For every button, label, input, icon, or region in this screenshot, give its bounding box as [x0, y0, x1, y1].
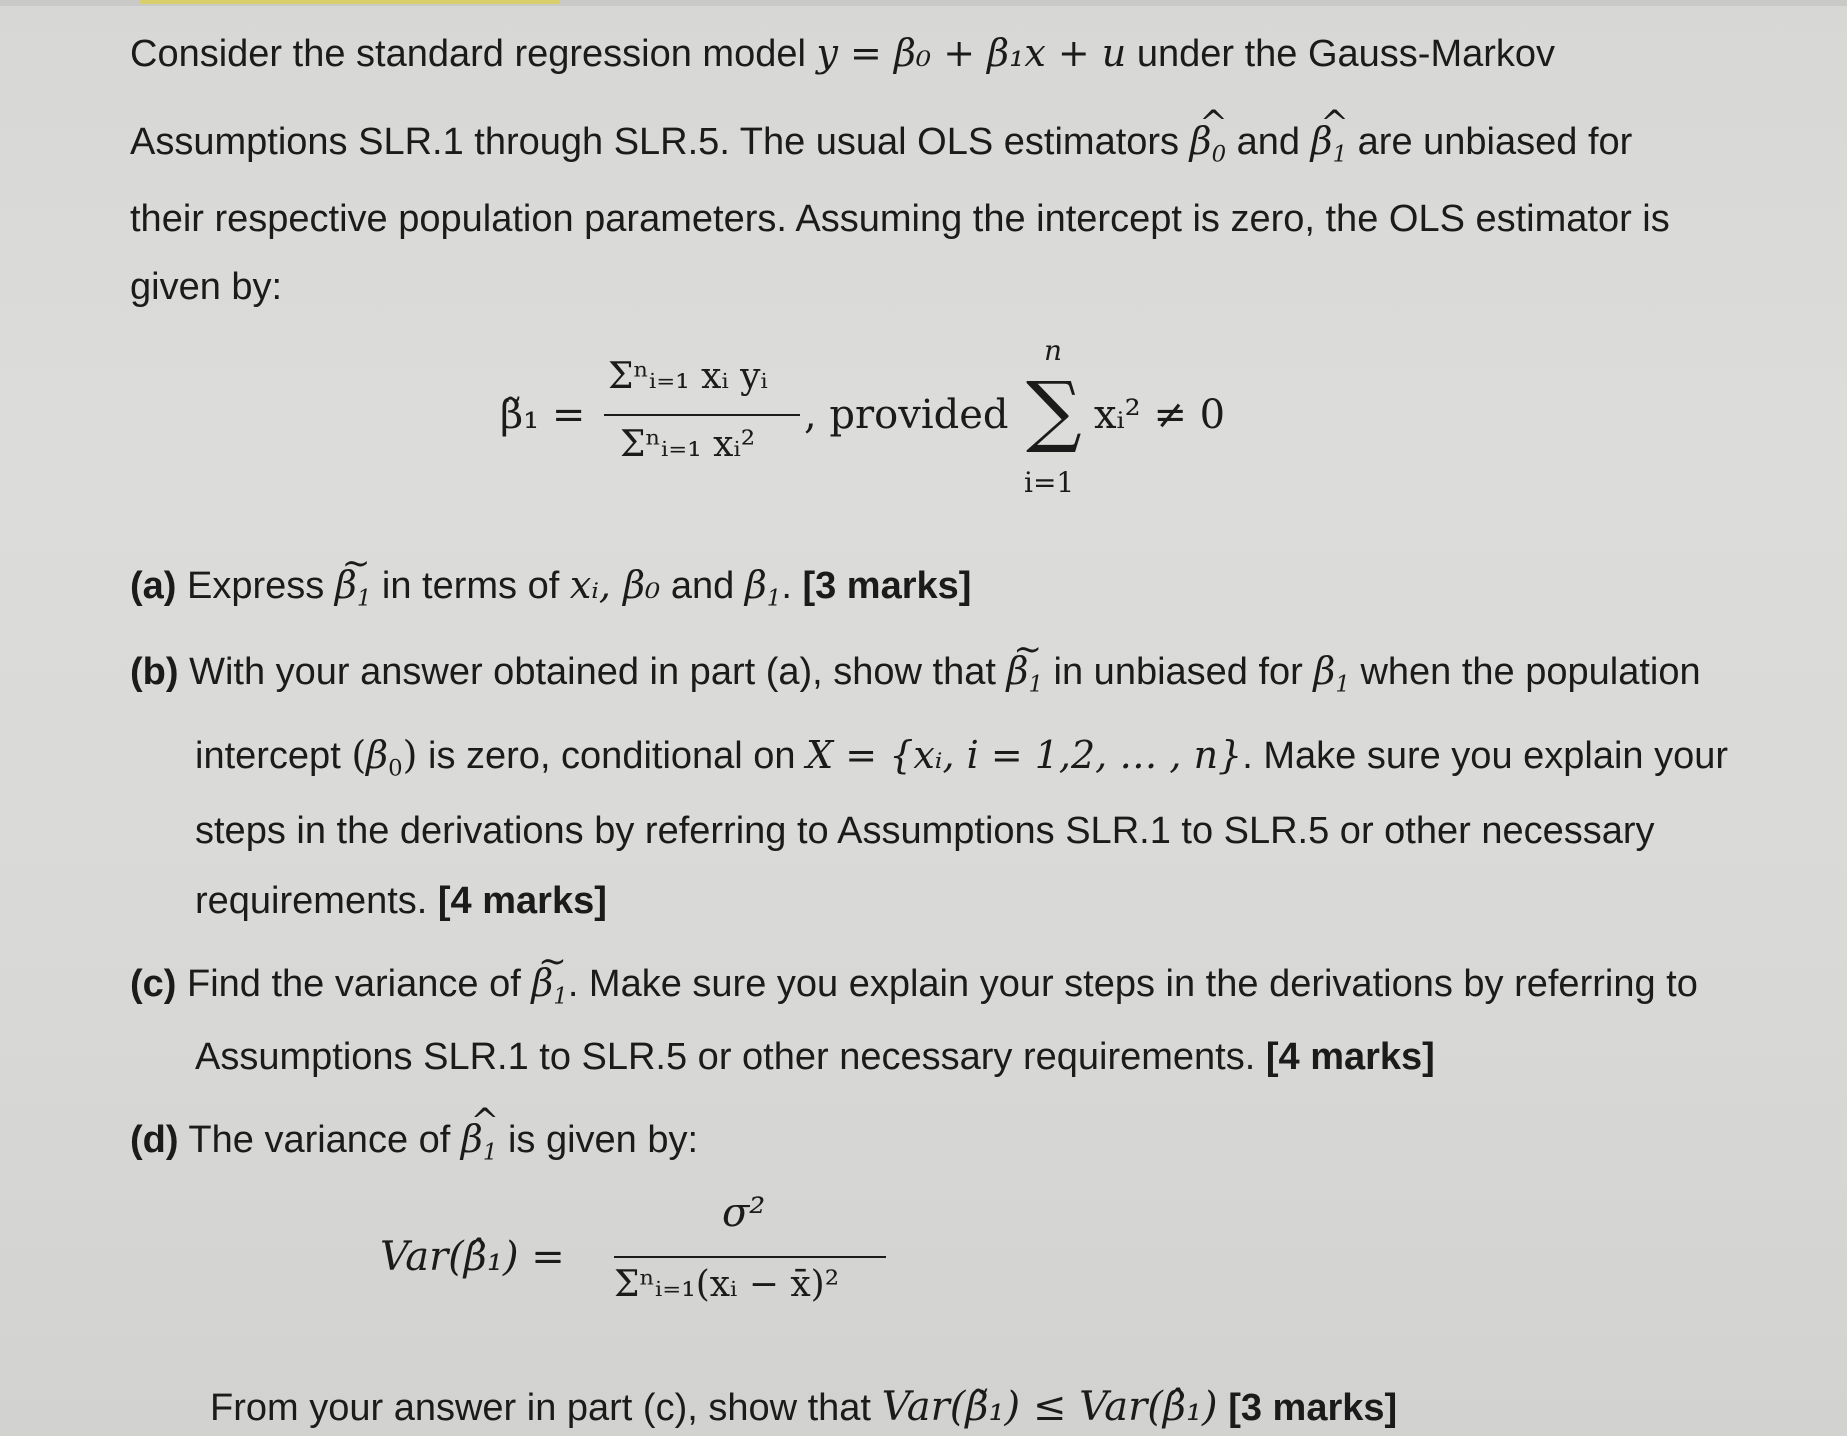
model-equation: y = β₀ + β₁x + u [816, 31, 1127, 75]
part-c-line-2 [195, 1034, 1435, 1080]
intro-line-2 [130, 118, 1633, 168]
intro-text-2a: Assumptions SLR.1 through SLR.5. The usual OLS estimators [130, 121, 1180, 163]
part-a-label: (a) [130, 565, 177, 607]
beta1-tilde: ~ $\beta_1$ [531, 961, 567, 1005]
variance-inequality: Var(β̃₁) ≤ Var(β̂₁) [881, 1384, 1218, 1430]
part-b-line-2 [195, 732, 1729, 782]
part-b-marks: [4 marks] [437, 880, 607, 922]
part-a-text3: and [670, 565, 735, 607]
part-b-text1a: With your answer obtained in part (a), show that [189, 651, 996, 693]
beta0-paren: $(\beta_0)$ [351, 733, 418, 782]
formula2-numerator: σ² [722, 1190, 766, 1236]
beta0-hat: ^ $\beta_0$ [1190, 119, 1226, 163]
formula1-provided: , provided [804, 392, 1009, 438]
sum-upper-limit: n [1044, 334, 1063, 367]
part-b-line-4 [195, 878, 607, 924]
highlight-strip [140, 0, 560, 4]
part-c-label: (c) [130, 963, 177, 1005]
part-b-text1c: when the population [1360, 651, 1701, 693]
intro-text-1a: Consider the standard regression model [130, 33, 806, 75]
sum-lower-limit: i=1 [1024, 466, 1075, 499]
beta1-tilde: ~ $\beta_1$ [335, 563, 371, 607]
part-d-text1a: The variance of [188, 1119, 451, 1161]
part-a-vars: xᵢ, β₀ [569, 563, 661, 607]
part-c-line-1 [130, 960, 1698, 1010]
part-b-label: (b) [130, 651, 179, 693]
beta1-hat: ^ $\beta_1$ [461, 1117, 497, 1161]
part-c-marks: [4 marks] [1265, 1036, 1435, 1078]
intro-line-1 [130, 30, 1555, 77]
part-c-text2: Assumptions SLR.1 to SLR.5 or other necessary requirements. [195, 1036, 1256, 1078]
intro-text-2b: are unbiased for [1357, 121, 1633, 163]
part-b-text2a: intercept [195, 735, 341, 777]
intro-line-4: given by: [130, 266, 283, 308]
intro-text-2-and: and [1236, 121, 1301, 163]
beta1: $\beta_1$ [1313, 649, 1350, 698]
intro-text-1b: under the Gauss-Markov [1136, 33, 1556, 75]
part-d-marks: [3 marks] [1228, 1387, 1398, 1429]
formula1-fraction-bar [604, 414, 800, 416]
part-a: (a) Express ~ $\beta_1$ in terms of xᵢ, β₀ and $\beta_1$. [3 marks] [130, 562, 971, 609]
formula1-denominator: Σⁿᵢ₌₁ xᵢ² [620, 424, 756, 465]
part-a-text2: in terms of [381, 565, 560, 607]
part-c-text1a: Find the variance of [187, 963, 521, 1005]
part-d-text1b: is given by: [507, 1119, 699, 1161]
part-d-line-1 [130, 1116, 699, 1166]
part-c-text1b: . Make sure you explain your steps in the derivations by referring to [567, 963, 1698, 1005]
top-edge [0, 0, 1847, 6]
formula2-denominator: Σⁿᵢ₌₁(xᵢ − x̄)² [614, 1264, 840, 1305]
part-a-marks: [3 marks] [802, 565, 972, 607]
part-b-text2b: is zero, conditional on [428, 735, 796, 777]
part-d-final-line [210, 1384, 1397, 1431]
intro-line-3: their respective population parameters. Assuming the intercept is zero, the OLS estimator is [130, 198, 1670, 240]
formula1-condition: xᵢ² ≠ 0 [1094, 392, 1226, 438]
part-b-text2c: . Make sure you explain your [1242, 735, 1729, 777]
beta1-tilde: ~ $\beta_1$ [1007, 649, 1043, 693]
part-b-line-1 [130, 648, 1701, 698]
conditioning-set: X = {xᵢ, i = 1,2, … , n} [806, 733, 1243, 777]
beta1-hat: ^ $\beta_1$ [1311, 119, 1347, 163]
formula1-lhs: β̃₁ = [500, 392, 586, 438]
formula2-lhs: Var(β̂₁) = [380, 1234, 565, 1280]
formula2-fraction-bar [614, 1256, 886, 1258]
formula1-numerator: Σⁿᵢ₌₁ xᵢ yᵢ [608, 356, 768, 397]
summation-icon: ∑ [1026, 366, 1082, 456]
beta1: $\beta_1$ [744, 563, 782, 612]
part-b-line-3: steps in the derivations by referring to Assumptions SLR.1 to SLR.5 or other necessary [195, 810, 1655, 852]
part-d-label: (d) [130, 1119, 179, 1161]
part-b-text4: requirements. [195, 880, 428, 922]
part-a-text1: Express [187, 565, 325, 607]
part-d-final-text: From your answer in part (c), show that [210, 1387, 871, 1429]
part-b-text1b: in unbiased for [1053, 651, 1303, 693]
